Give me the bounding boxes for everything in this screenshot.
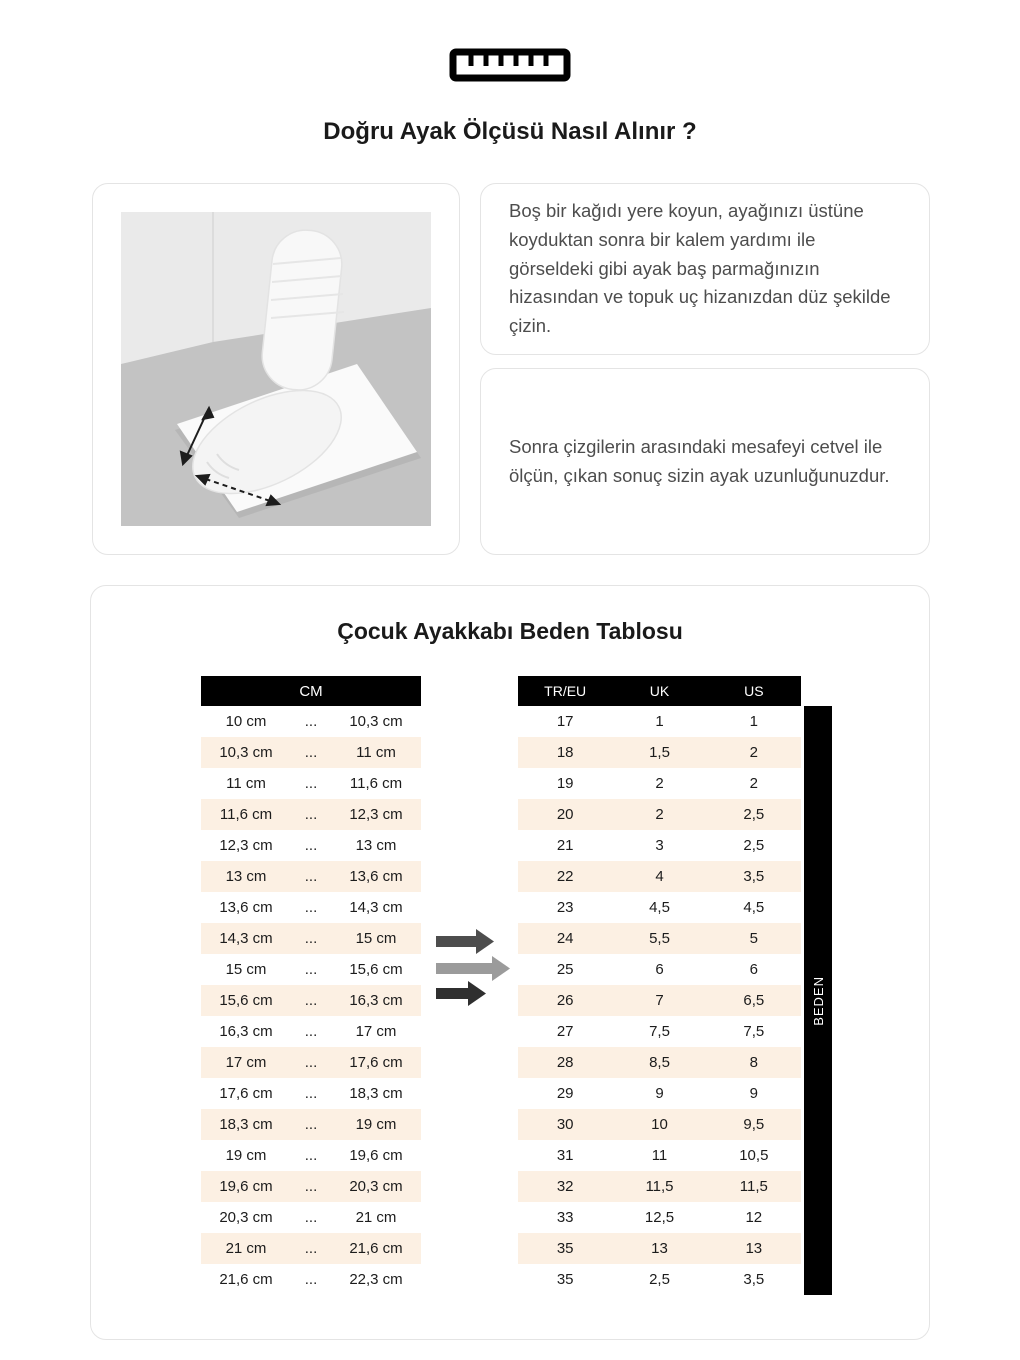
cm-min-value: 13,6 cm bbox=[219, 899, 273, 916]
uk-value: 3 bbox=[655, 837, 664, 854]
cm-table-row bbox=[201, 706, 421, 737]
tr-eu-value: 28 bbox=[556, 1054, 574, 1071]
tr-eu-value: 17 bbox=[556, 713, 574, 730]
cm-min-value: 19 cm bbox=[225, 1147, 267, 1164]
tr-eu-value: 35 bbox=[556, 1240, 574, 1257]
range-separator: ... bbox=[304, 1085, 318, 1102]
conversion-table-row bbox=[518, 1016, 801, 1047]
header-us: US bbox=[744, 683, 764, 699]
conversion-table-row bbox=[518, 706, 801, 737]
cm-table-row bbox=[201, 799, 421, 830]
us-value: 6,5 bbox=[743, 992, 765, 1009]
conversion-table-row bbox=[518, 985, 801, 1016]
us-value: 3,5 bbox=[743, 1271, 765, 1288]
tr-eu-value: 20 bbox=[556, 806, 574, 823]
cm-max-value: 11,6 cm bbox=[349, 775, 403, 792]
us-value: 8 bbox=[749, 1054, 758, 1071]
range-separator: ... bbox=[304, 992, 318, 1009]
uk-value: 2 bbox=[655, 775, 664, 792]
uk-value: 5,5 bbox=[649, 930, 670, 947]
us-value: 3,5 bbox=[743, 868, 765, 885]
tr-eu-value: 27 bbox=[556, 1023, 574, 1040]
conversion-table-row bbox=[518, 1264, 801, 1295]
tr-eu-value: 32 bbox=[556, 1178, 574, 1195]
uk-value: 2 bbox=[655, 806, 664, 823]
conversion-table-row bbox=[518, 799, 801, 830]
range-separator: ... bbox=[304, 1147, 318, 1164]
cm-min-value: 17,6 cm bbox=[219, 1085, 273, 1102]
range-separator: ... bbox=[304, 868, 318, 885]
instruction-box-2 bbox=[480, 368, 930, 555]
cm-min-value: 18,3 cm bbox=[219, 1116, 273, 1133]
range-separator: ... bbox=[304, 1178, 318, 1195]
us-value: 7,5 bbox=[743, 1023, 765, 1040]
tr-eu-value: 31 bbox=[556, 1147, 574, 1164]
uk-value: 11,5 bbox=[645, 1178, 674, 1195]
conversion-table-row bbox=[518, 1171, 801, 1202]
cm-max-value: 16,3 cm bbox=[349, 992, 403, 1009]
uk-value: 7 bbox=[655, 992, 664, 1009]
cm-table bbox=[201, 676, 421, 1295]
cm-min-value: 11,6 cm bbox=[219, 806, 273, 823]
uk-value: 1 bbox=[655, 713, 664, 730]
conversion-table-row bbox=[518, 861, 801, 892]
cm-table-row bbox=[201, 892, 421, 923]
us-value: 11,5 bbox=[739, 1178, 768, 1195]
cm-max-value: 11 cm bbox=[356, 744, 396, 761]
us-value: 4,5 bbox=[743, 899, 765, 916]
cm-max-value: 13,6 cm bbox=[349, 868, 403, 885]
tr-eu-value: 23 bbox=[556, 899, 574, 916]
cm-min-value: 10,3 cm bbox=[219, 744, 273, 761]
uk-value: 8,5 bbox=[649, 1054, 670, 1071]
us-value: 10,5 bbox=[739, 1147, 769, 1164]
cm-table-row bbox=[201, 1202, 421, 1233]
range-separator: ... bbox=[304, 744, 318, 761]
foot-measurement-photo-card bbox=[92, 183, 460, 555]
us-value: 2,5 bbox=[743, 806, 765, 823]
cm-max-value: 12,3 cm bbox=[349, 806, 403, 823]
tr-eu-value: 33 bbox=[556, 1209, 574, 1226]
tr-eu-value: 26 bbox=[556, 992, 574, 1009]
tr-eu-value: 21 bbox=[556, 837, 574, 854]
uk-value: 7,5 bbox=[649, 1023, 670, 1040]
range-separator: ... bbox=[304, 837, 318, 854]
cm-table-body bbox=[201, 706, 421, 1295]
range-separator: ... bbox=[304, 961, 318, 978]
cm-max-value: 19 cm bbox=[355, 1116, 397, 1133]
cm-table-row bbox=[201, 830, 421, 861]
tr-eu-value: 25 bbox=[556, 961, 574, 978]
uk-value: 4 bbox=[655, 868, 664, 885]
conversion-table-body bbox=[518, 706, 801, 1295]
conversion-arrows-icon bbox=[436, 926, 512, 1010]
cm-max-value: 21 cm bbox=[355, 1209, 397, 1226]
cm-max-value: 17 cm bbox=[355, 1023, 397, 1040]
cm-max-value: 17,6 cm bbox=[349, 1054, 403, 1071]
cm-table-row bbox=[201, 954, 421, 985]
cm-min-value: 19,6 cm bbox=[219, 1178, 273, 1195]
conversion-table-row bbox=[518, 954, 801, 985]
cm-max-value: 22,3 cm bbox=[349, 1271, 403, 1288]
us-value: 5 bbox=[749, 930, 758, 947]
cm-min-value: 12,3 cm bbox=[219, 837, 273, 854]
cm-min-value: 15 cm bbox=[225, 961, 267, 978]
cm-min-value: 21 cm bbox=[225, 1240, 267, 1257]
cm-max-value: 10,3 cm bbox=[349, 713, 403, 730]
tr-eu-value: 30 bbox=[556, 1116, 574, 1133]
range-separator: ... bbox=[304, 1023, 318, 1040]
uk-value: 2,5 bbox=[649, 1271, 670, 1288]
conversion-table-row bbox=[518, 737, 801, 768]
cm-table-row bbox=[201, 861, 421, 892]
uk-value: 13 bbox=[651, 1240, 668, 1257]
foot-measurement-photo bbox=[121, 212, 431, 526]
us-value: 6 bbox=[749, 961, 758, 978]
cm-min-value: 20,3 cm bbox=[219, 1209, 273, 1226]
conversion-table-row bbox=[518, 923, 801, 954]
conversion-table-row bbox=[518, 1233, 801, 1264]
beden-label-bar bbox=[804, 706, 832, 1295]
cm-table-row bbox=[201, 1109, 421, 1140]
cm-max-value: 18,3 cm bbox=[349, 1085, 403, 1102]
conversion-table-row bbox=[518, 1109, 801, 1140]
cm-table-row bbox=[201, 923, 421, 954]
beden-label: BEDEN bbox=[810, 975, 826, 1026]
tr-eu-value: 35 bbox=[556, 1271, 574, 1288]
range-separator: ... bbox=[304, 930, 318, 947]
conversion-table-header bbox=[518, 676, 801, 706]
conversion-table-row bbox=[518, 830, 801, 861]
size-conversion-table bbox=[518, 676, 801, 1295]
header-tr-eu: TR/EU bbox=[544, 683, 587, 699]
cm-min-value: 21,6 cm bbox=[219, 1271, 273, 1288]
range-separator: ... bbox=[304, 1054, 318, 1071]
conversion-table-row bbox=[518, 1047, 801, 1078]
cm-max-value: 15,6 cm bbox=[349, 961, 403, 978]
tr-eu-value: 19 bbox=[556, 775, 574, 792]
range-separator: ... bbox=[304, 806, 318, 823]
cm-min-value: 14,3 cm bbox=[219, 930, 273, 947]
size-table-title: Çocuk Ayakkabı Beden Tablosu bbox=[337, 618, 683, 644]
instruction-step-1: Boş bir kağıdı yere koyun, ayağınızı üstüne koyduktan sonra bir kalem yardımı ile görseldeki gibi ayak baş parmağınızın hizasından ve topuk uç hizanızdan düz şekilde çizin. bbox=[509, 200, 891, 337]
ruler-icon bbox=[0, 48, 1020, 82]
us-value: 12 bbox=[745, 1209, 763, 1226]
cm-max-value: 15 cm bbox=[355, 930, 397, 947]
us-value: 9 bbox=[749, 1085, 758, 1102]
tr-eu-value: 22 bbox=[556, 868, 574, 885]
size-table-card bbox=[90, 585, 930, 1340]
us-value: 2 bbox=[749, 744, 758, 761]
range-separator: ... bbox=[304, 899, 318, 916]
us-value: 13 bbox=[745, 1240, 763, 1257]
cm-min-value: 13 cm bbox=[225, 868, 267, 885]
cm-table-row bbox=[201, 985, 421, 1016]
cm-min-value: 15,6 cm bbox=[219, 992, 273, 1009]
cm-max-value: 19,6 cm bbox=[349, 1147, 403, 1164]
cm-table-row bbox=[201, 1078, 421, 1109]
cm-table-row bbox=[201, 1171, 421, 1202]
tr-eu-value: 24 bbox=[556, 930, 574, 947]
conversion-table-row bbox=[518, 1078, 801, 1109]
cm-max-value: 14,3 cm bbox=[349, 899, 403, 916]
uk-value: 9 bbox=[655, 1085, 664, 1102]
cm-min-value: 11 cm bbox=[226, 775, 266, 792]
uk-value: 12,5 bbox=[644, 1209, 675, 1226]
conversion-table-row bbox=[518, 768, 801, 799]
cm-table-row bbox=[201, 1047, 421, 1078]
cm-max-value: 21,6 cm bbox=[349, 1240, 403, 1257]
cm-table-row bbox=[201, 768, 421, 799]
instruction-step-2: Sonra çizgilerin arasındaki mesafeyi cetvel ile ölçün, çıkan sonuç sizin ayak uzunluğunuzdur. bbox=[509, 435, 890, 486]
cm-min-value: 10 cm bbox=[225, 713, 267, 730]
page-title: Doğru Ayak Ölçüsü Nasıl Alınır ? bbox=[323, 118, 697, 145]
tr-eu-value: 18 bbox=[556, 744, 574, 761]
conversion-table-row bbox=[518, 892, 801, 923]
cm-max-value: 13 cm bbox=[355, 837, 397, 854]
range-separator: ... bbox=[304, 1209, 318, 1226]
cm-min-value: 17 cm bbox=[225, 1054, 267, 1071]
cm-table-row bbox=[201, 1233, 421, 1264]
us-value: 2,5 bbox=[743, 837, 765, 854]
cm-table-row bbox=[201, 1140, 421, 1171]
cm-max-value: 20,3 cm bbox=[349, 1178, 403, 1195]
tr-eu-value: 29 bbox=[556, 1085, 574, 1102]
range-separator: ... bbox=[304, 775, 318, 792]
instruction-box-1 bbox=[480, 183, 930, 355]
uk-value: 10 bbox=[651, 1116, 668, 1133]
uk-value: 11 bbox=[651, 1147, 668, 1164]
cm-min-value: 16,3 cm bbox=[219, 1023, 273, 1040]
uk-value: 1,5 bbox=[649, 744, 670, 761]
uk-value: 6 bbox=[655, 961, 664, 978]
us-value: 2 bbox=[749, 775, 758, 792]
cm-table-header: CM bbox=[201, 676, 421, 706]
range-separator: ... bbox=[304, 1240, 318, 1257]
cm-table-row bbox=[201, 737, 421, 768]
conversion-table-row bbox=[518, 1202, 801, 1233]
range-separator: ... bbox=[304, 713, 318, 730]
uk-value: 4,5 bbox=[649, 899, 670, 916]
cm-table-row bbox=[201, 1264, 421, 1295]
range-separator: ... bbox=[304, 1116, 318, 1133]
range-separator: ... bbox=[304, 1271, 318, 1288]
us-value: 9,5 bbox=[743, 1116, 765, 1133]
header-uk: UK bbox=[649, 683, 670, 699]
cm-table-row bbox=[201, 1016, 421, 1047]
us-value: 1 bbox=[749, 713, 758, 730]
conversion-table-row bbox=[518, 1140, 801, 1171]
